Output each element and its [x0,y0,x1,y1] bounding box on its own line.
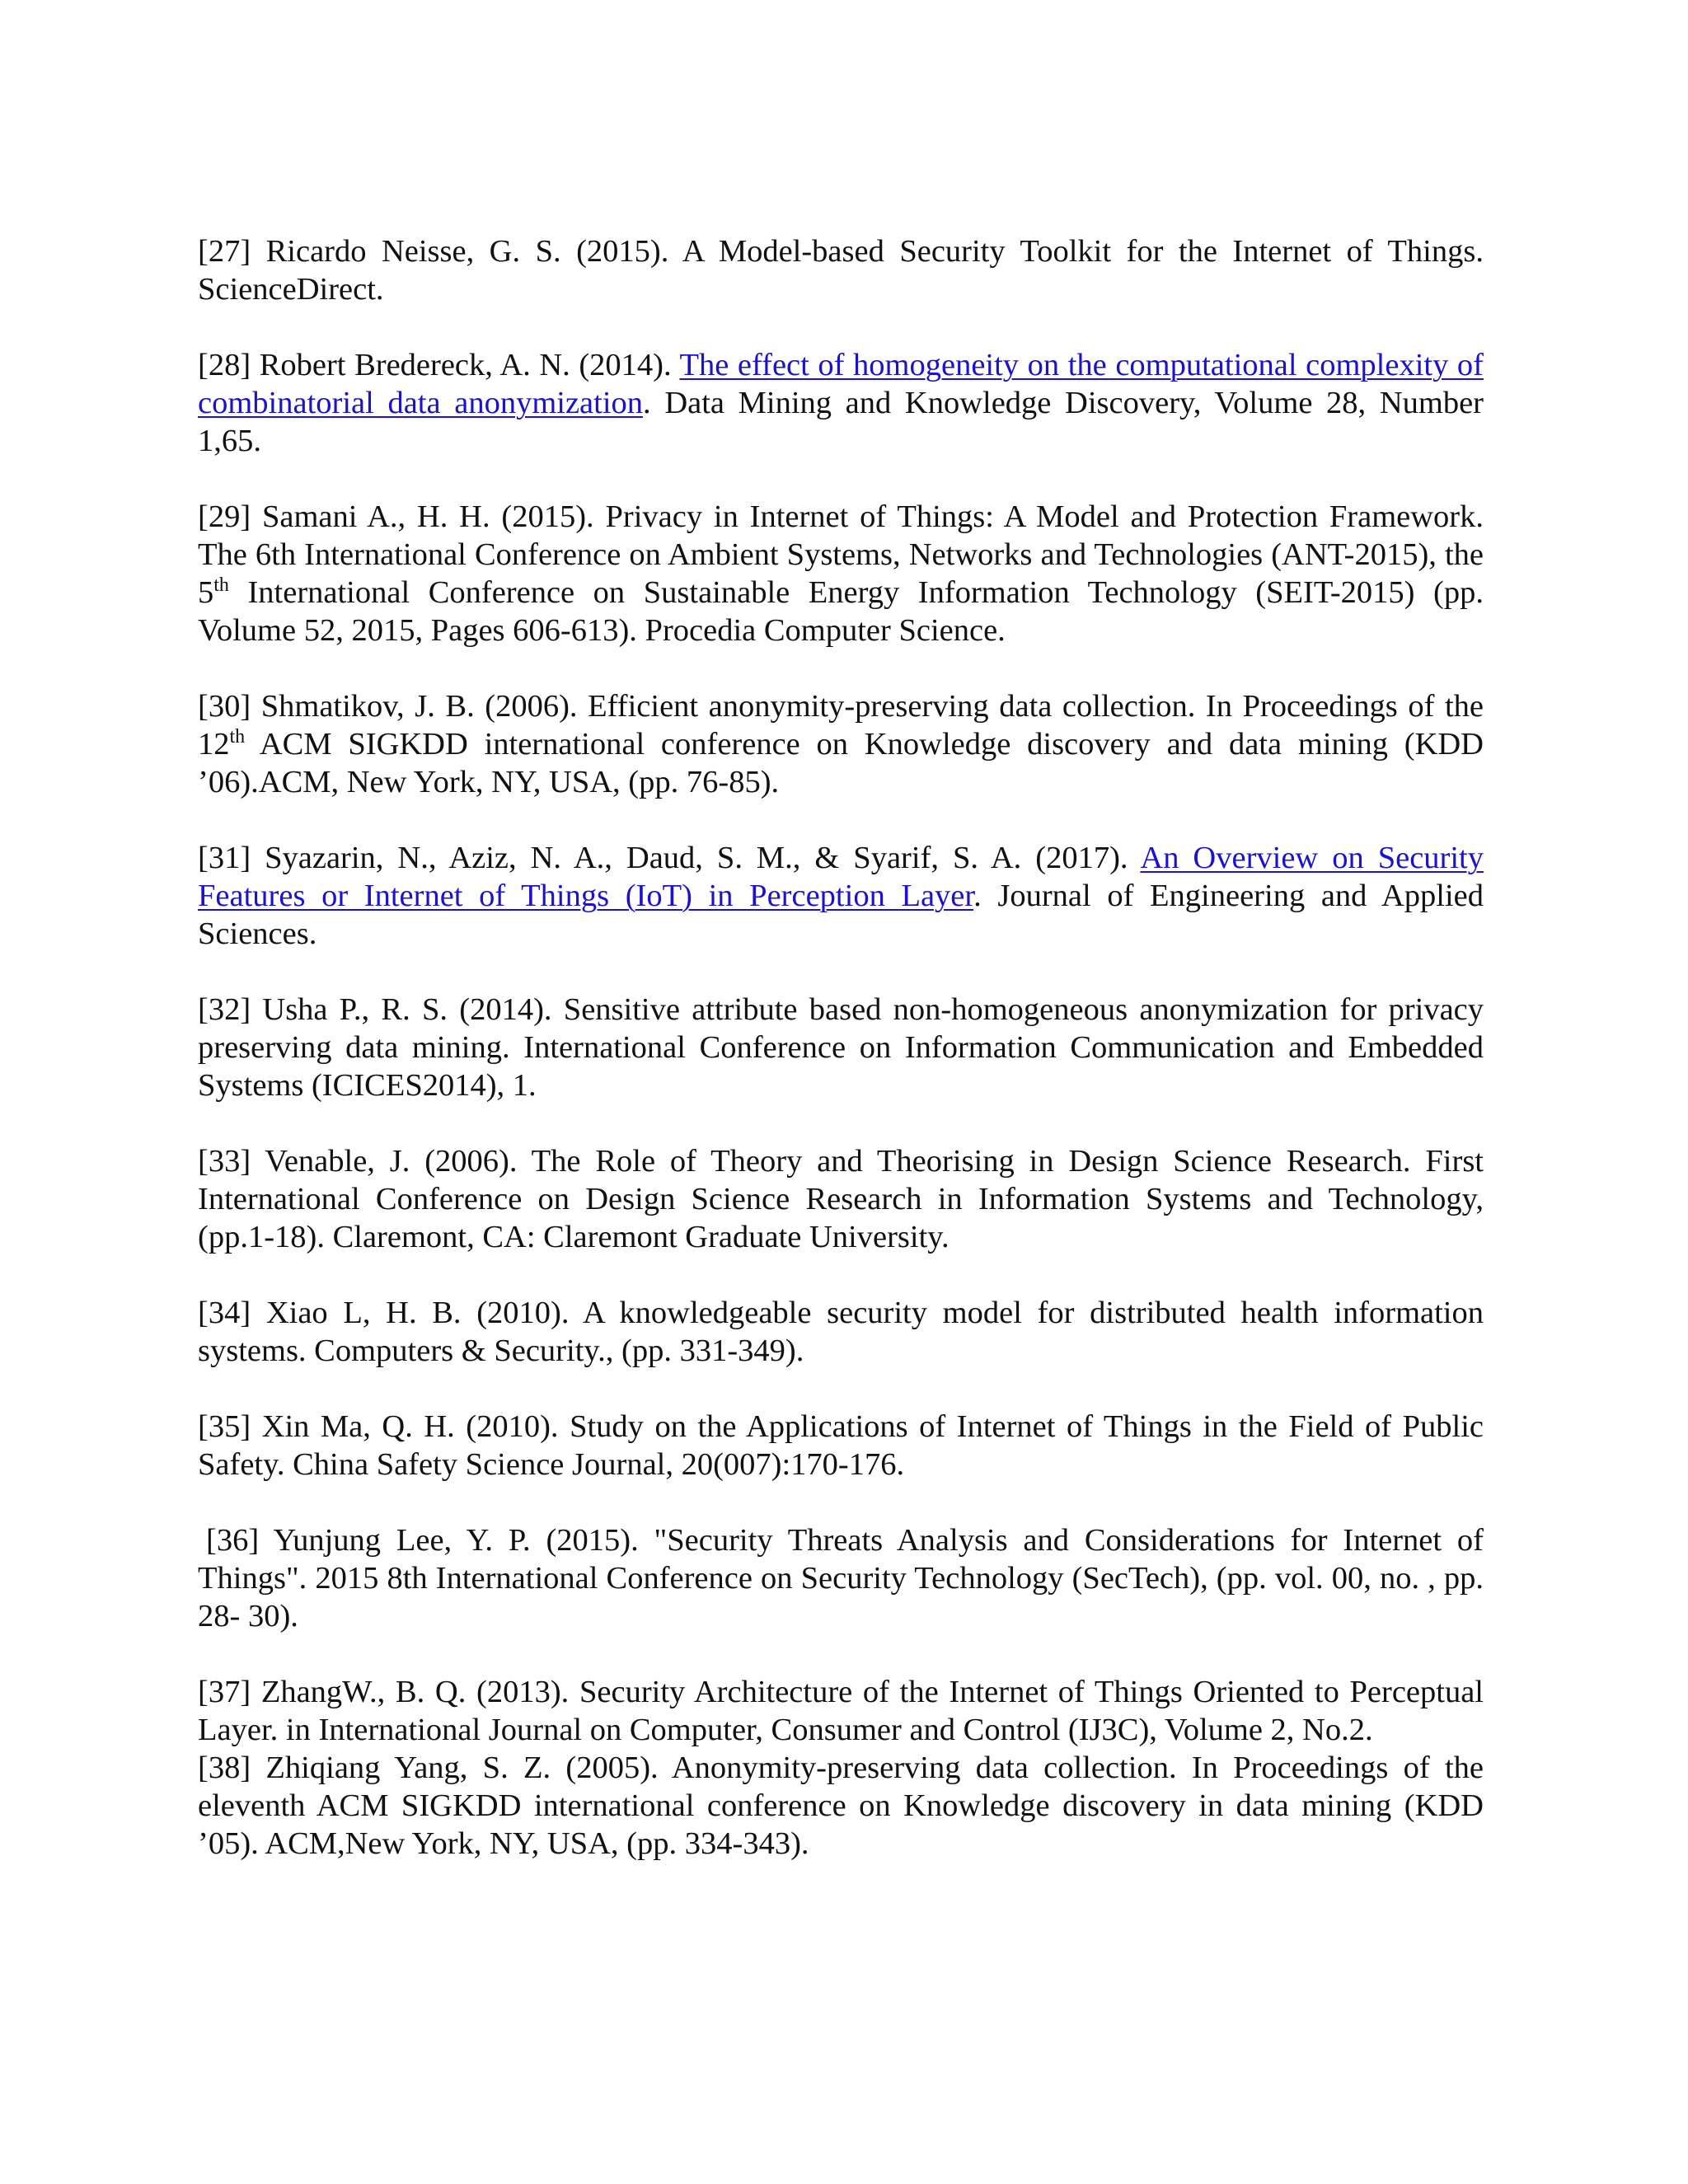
ordinal-superscript: th [229,726,246,748]
reference-text: [27] Ricardo Neisse, G. S. (2015). A Model-based Security Toolkit for the Internet of Things. ScienceDirect. [198,234,1484,307]
reference-29 [198,498,1484,649]
reference-text: [38] Zhiqiang Yang, S. Z. (2005). Anonymity-preserving data collection. In Proceedings of the eleventh ACM SIGKDD international conference on Knowledge discovery in data mining (KDD ’05). ACM,New York, NY, USA, (pp. 334-343). [198,1750,1484,1861]
reference-text-before: [29] Samani A., H. H. (2015). Privacy in Internet of Things: A Model and Protection Framework. The 6th International Conference on Ambient Systems, Networks and Technologies (ANT-2015), the 5 [198,499,1484,610]
reference-31 [198,839,1484,953]
reference-28 [198,346,1484,460]
reference-text-before: [28] Robert Bredereck, A. N. (2014). [198,348,680,382]
reference-text: [33] Venable, J. (2006). The Role of Theory and Theorising in Design Science Research. First International Conference on Design Science Research in Information Systems and Technology, (pp.1-18). Claremont, CA: Claremont Graduate University. [198,1144,1484,1254]
reference-list [198,232,1484,1900]
reference-text-before: [31] Syazarin, N., Aziz, N. A., Daud, S. M., & Syarif, S. A. (2017). [198,841,1141,875]
ordinal-superscript: th [213,574,229,596]
reference-27 [198,232,1484,308]
reference-text-before: [30] Shmatikov, J. B. (2006). Efficient anonymity-preserving data collection. In Proceedings of the 12 [198,689,1484,762]
reference-text-after: . Data Mining and Knowledge Discovery, Volume 28, Number 1,65. [198,386,1484,458]
reference-text: [34] Xiao L, H. B. (2010). A knowledgeable security model for distributed health information systems. Computers & Security., (pp. 331-349). [198,1296,1484,1368]
reference-34 [198,1294,1484,1370]
reference-text: [35] Xin Ma, Q. H. (2010). Study on the Applications of Internet of Things in the Field of Public Safety. China Safety Science Journal, 20(007):170-176. [198,1409,1484,1482]
reference-36 [198,1521,1484,1635]
reference-text: [36] Yunjung Lee, Y. P. (2015). "Security Threats Analysis and Considerations for Internet of Things". 2015 8th International Conference on Security Technology (SecTech), (pp. vol. 00, no. , pp. 28- 30). [198,1523,1484,1633]
reference-32 [198,991,1484,1104]
reference-text-after: . Journal of Engineering and Applied Sciences. [198,879,1484,951]
reference-38 [198,1749,1484,1863]
reference-text: [37] ZhangW., B. Q. (2013). Security Architecture of the Internet of Things Oriented to Perceptual Layer. in International Journal on Computer, Consumer and Control (IJ3C), Volume 2, No.2. [198,1675,1484,1747]
reference-31-link[interactable]: An Overview on Security Features or Internet of Things (IoT) in Perception Layer [198,841,1484,913]
reference-text: [32] Usha P., R. S. (2014). Sensitive attribute based non-homogeneous anonymization for privacy preserving data mining. International Conference on Information Communication and Embedded Systems (ICICES2014), 1. [198,992,1484,1103]
reference-text-after: International Conference on Sustainable Energy Information Technology (SEIT-2015) (pp. Volume 52, 2015, Pages 606-613). Procedia Computer Science. [198,575,1484,648]
reference-33 [198,1142,1484,1256]
reference-30 [198,687,1484,801]
reference-35 [198,1408,1484,1483]
reference-37 [198,1673,1484,1749]
reference-28-link[interactable]: The effect of homogeneity on the computational complexity of combinatorial data anonymization [198,348,1484,420]
reference-text-after: ACM SIGKDD international conference on Knowledge discovery and data mining (KDD ’06).ACM, New York, NY, USA, (pp. 76-85). [198,727,1484,799]
